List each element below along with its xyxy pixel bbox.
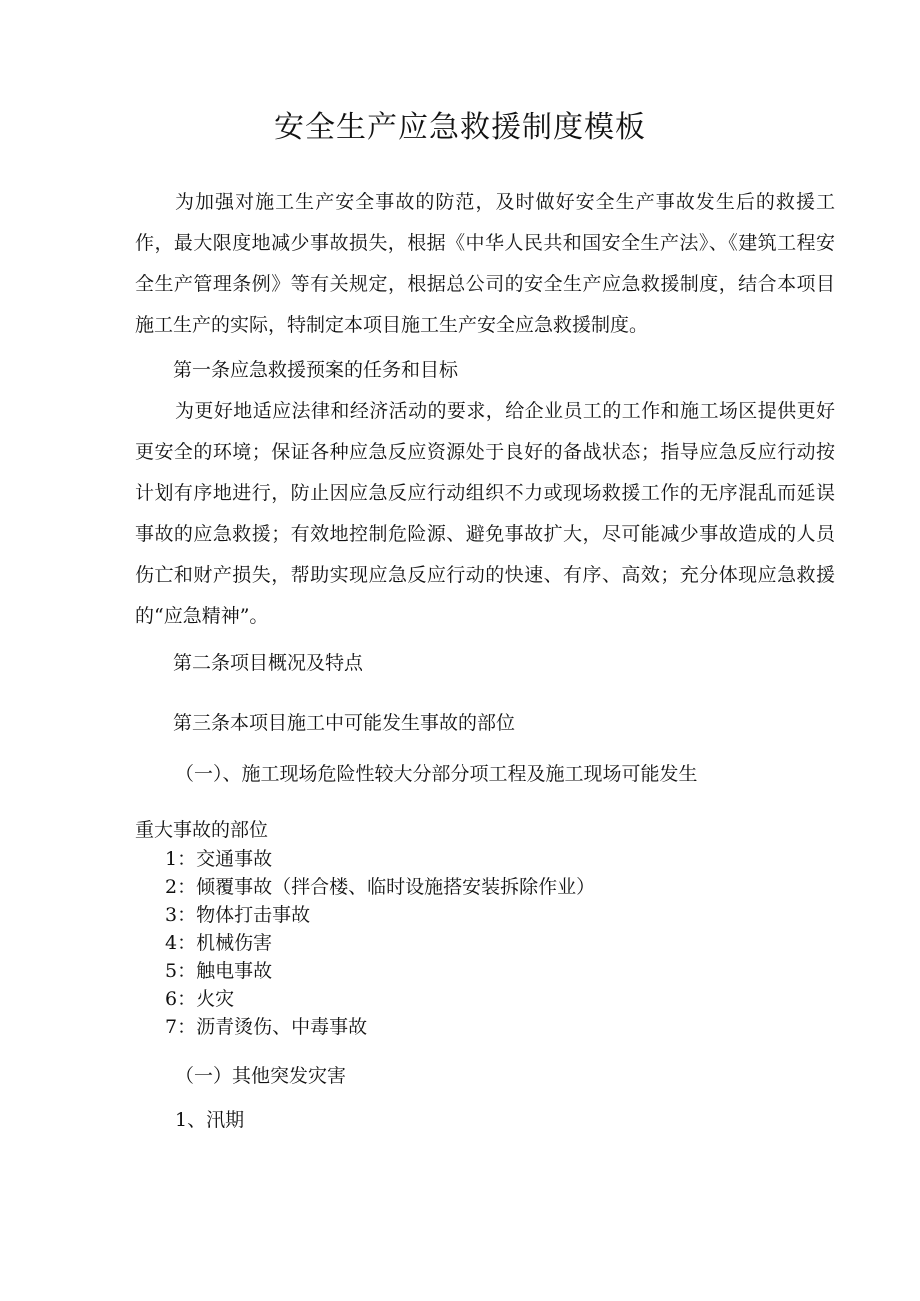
list-item: 6：火灾 bbox=[165, 988, 235, 1010]
document-title: 安全生产应急救援制度模板 bbox=[274, 110, 646, 145]
list-item: 1：交通事故 bbox=[165, 848, 273, 870]
accident-list bbox=[165, 845, 815, 1041]
list-item: 2：倾覆事故（拌合楼、临时设施搭安装拆除作业） bbox=[165, 876, 596, 898]
section-1-heading-line-1: （一）、施工现场危险性较大分部分项工程及施工现场可能发生 bbox=[175, 763, 698, 785]
article-1-body: 为更好地适应法律和经济活动的要求，给企业员工的工作和施工场区提供更好更安全的环境；保证各种应急反应资源处于良好的备战状态；指导应急反应行动按计划有序地进行，防止因应急反应行动组织不力或现场救援工作的无序混乱而延误事故的应急救援；有效地控制危险源、避免事故扩大，尽可能减少事故造成的人员伤亡和财产损失，帮助实现应急反应行动的快速、有序、高效；充分体现应急救援的“应急精神”。 bbox=[135, 400, 835, 627]
list-item: 7：沥青烫伤、中毒事故 bbox=[165, 1016, 368, 1038]
intro-paragraph: 为加强对施工生产安全事故的防范，及时做好安全生产事故发生后的救援工作，最大限度地减少事故损失，根据《中华人民共和国安全生产法》、《建筑工程安全生产管理条例》等有关规定，根据总公司的安全生产应急救援制度，结合本项目施工生产的实际，特制定本项目施工生产安全应急救援制度。 bbox=[135, 191, 835, 336]
section-2-heading: （一）其他突发灾害 bbox=[175, 1065, 347, 1087]
section-1-heading-line-2: 重大事故的部位 bbox=[135, 819, 269, 841]
section-2-item-1: 1、汛期 bbox=[175, 1109, 245, 1131]
list-item: 3：物体打击事故 bbox=[165, 904, 311, 926]
list-item: 5：触电事故 bbox=[165, 960, 273, 982]
article-1-heading: 第一条应急救援预案的任务和目标 bbox=[173, 359, 459, 381]
article-2-heading: 第二条项目概况及特点 bbox=[173, 652, 364, 674]
list-item: 4：机械伤害 bbox=[165, 932, 273, 954]
article-3-heading: 第三条本项目施工中可能发生事故的部位 bbox=[173, 712, 516, 734]
